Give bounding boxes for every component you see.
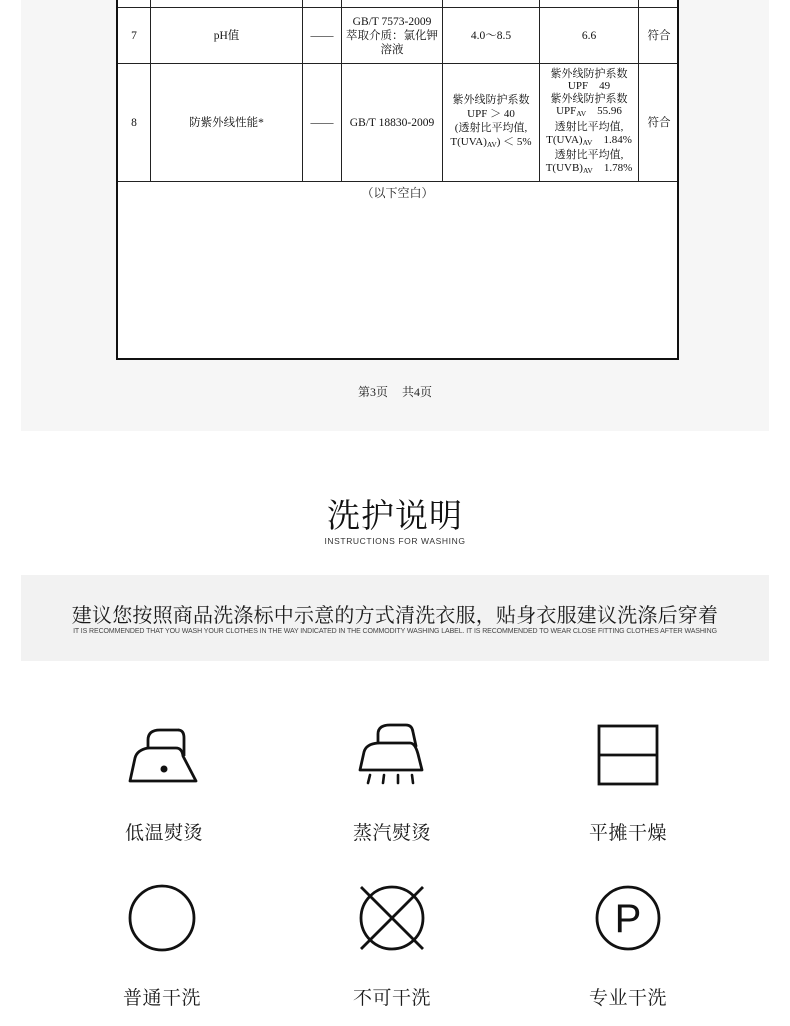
professional-dry-clean-icon <box>588 881 668 961</box>
requirement-line: 紫外线防护系数 <box>452 94 530 106</box>
low-temp-iron-icon <box>124 716 204 796</box>
requirement-line: (透射比平均值, <box>454 122 528 134</box>
method-line: 萃取介质：氯化钾 <box>346 29 438 42</box>
result-line: 紫外线防护系数 <box>550 67 628 80</box>
result-line: UPF 49 <box>567 80 611 93</box>
washing-subtitle: INSTRUCTIONS FOR WASHING <box>324 536 466 546</box>
washing-title: 洗护说明 <box>327 496 463 535</box>
result-cell: 6.6 <box>581 29 597 42</box>
blank-below-note: （以下空白） <box>361 186 434 200</box>
dry-clean-icon <box>122 881 202 961</box>
test-method-cell <box>342 8 442 63</box>
care-symbol-label: 蒸汽熨烫 <box>352 822 431 844</box>
result-cell <box>540 64 638 181</box>
care-symbol-label: 低温熨烫 <box>124 822 203 844</box>
care-symbol-label: 专业干洗 <box>588 987 667 1009</box>
method-line: 溶液 <box>380 43 404 56</box>
row-number-cell: 8 <box>131 116 137 129</box>
care-symbol-professional-dry-clean <box>548 881 708 1011</box>
verdict-cell: 符合 <box>647 116 671 129</box>
care-symbol-label: 不可干洗 <box>352 987 431 1009</box>
care-symbol-dry-clean <box>82 881 242 1011</box>
steam-iron-icon <box>352 716 432 796</box>
verdict-cell: 符合 <box>647 29 671 42</box>
flat-dry-icon <box>588 716 668 796</box>
test-report-table <box>116 0 679 360</box>
requirement-line: $T(UVA)_{AV}) < 5\%$ <box>450 136 532 149</box>
page-number <box>0 383 790 400</box>
current-page: 第3页 <box>357 385 388 399</box>
result-line: $T(UVA)_{AV}$ 1.84% <box>546 133 632 147</box>
letter-p: P <box>614 897 642 941</box>
result-line: 透射比平均值, <box>554 149 624 162</box>
care-symbol-steam-iron <box>312 716 472 846</box>
care-symbol-no-dry-clean <box>312 881 472 1011</box>
care-symbol-low-temp-iron <box>84 716 244 846</box>
test-item-cell: 防紫外线性能* <box>189 116 264 129</box>
table-row-divider <box>118 181 677 182</box>
test-method-cell: GB/T 18830-2009 <box>349 116 435 129</box>
row-number-cell: 7 <box>131 29 137 42</box>
recommendation-text-en: IT IS RECOMMENDED THAT YOU WASH YOUR CLOTHES IN THE WAY INDICATED IN THE COMMODITY WASHING LABEL. IT IS RECOMMENDED TO WEAR CLOSE FITTING CLOTHES AFTER WASHING <box>73 628 717 635</box>
method-line: GB/T 7573-2009 <box>352 15 432 28</box>
test-item-cell: pH值 <box>213 29 240 42</box>
recommendation-banner <box>21 575 769 661</box>
care-symbol-label: 普通干洗 <box>122 987 201 1009</box>
result-line: 透射比平均值, <box>554 121 624 133</box>
unit-cell: —— <box>310 29 334 42</box>
total-pages: 共4页 <box>402 385 433 399</box>
care-symbol-label: 平摊干燥 <box>588 822 667 844</box>
requirement-cell <box>443 64 539 181</box>
result-line: 紫外线防护系数 <box>550 92 628 105</box>
recommendation-text-cn: 建议您按照商品洗涤标中示意的方式清洗衣服，贴身衣服建议洗涤后穿着 <box>71 603 719 627</box>
care-symbol-flat-dry <box>548 716 708 846</box>
unit-cell: —— <box>310 116 334 129</box>
requirement-line: UPF ＞ 40 <box>467 108 515 120</box>
result-line: $UPF_{AV}$ 55.96 <box>556 105 622 119</box>
requirement-cell: 4.0～8.5 <box>470 29 512 42</box>
result-line: $T(UVB)_{AV}$ 1.78% <box>545 161 633 175</box>
no-dry-clean-icon <box>352 881 432 961</box>
